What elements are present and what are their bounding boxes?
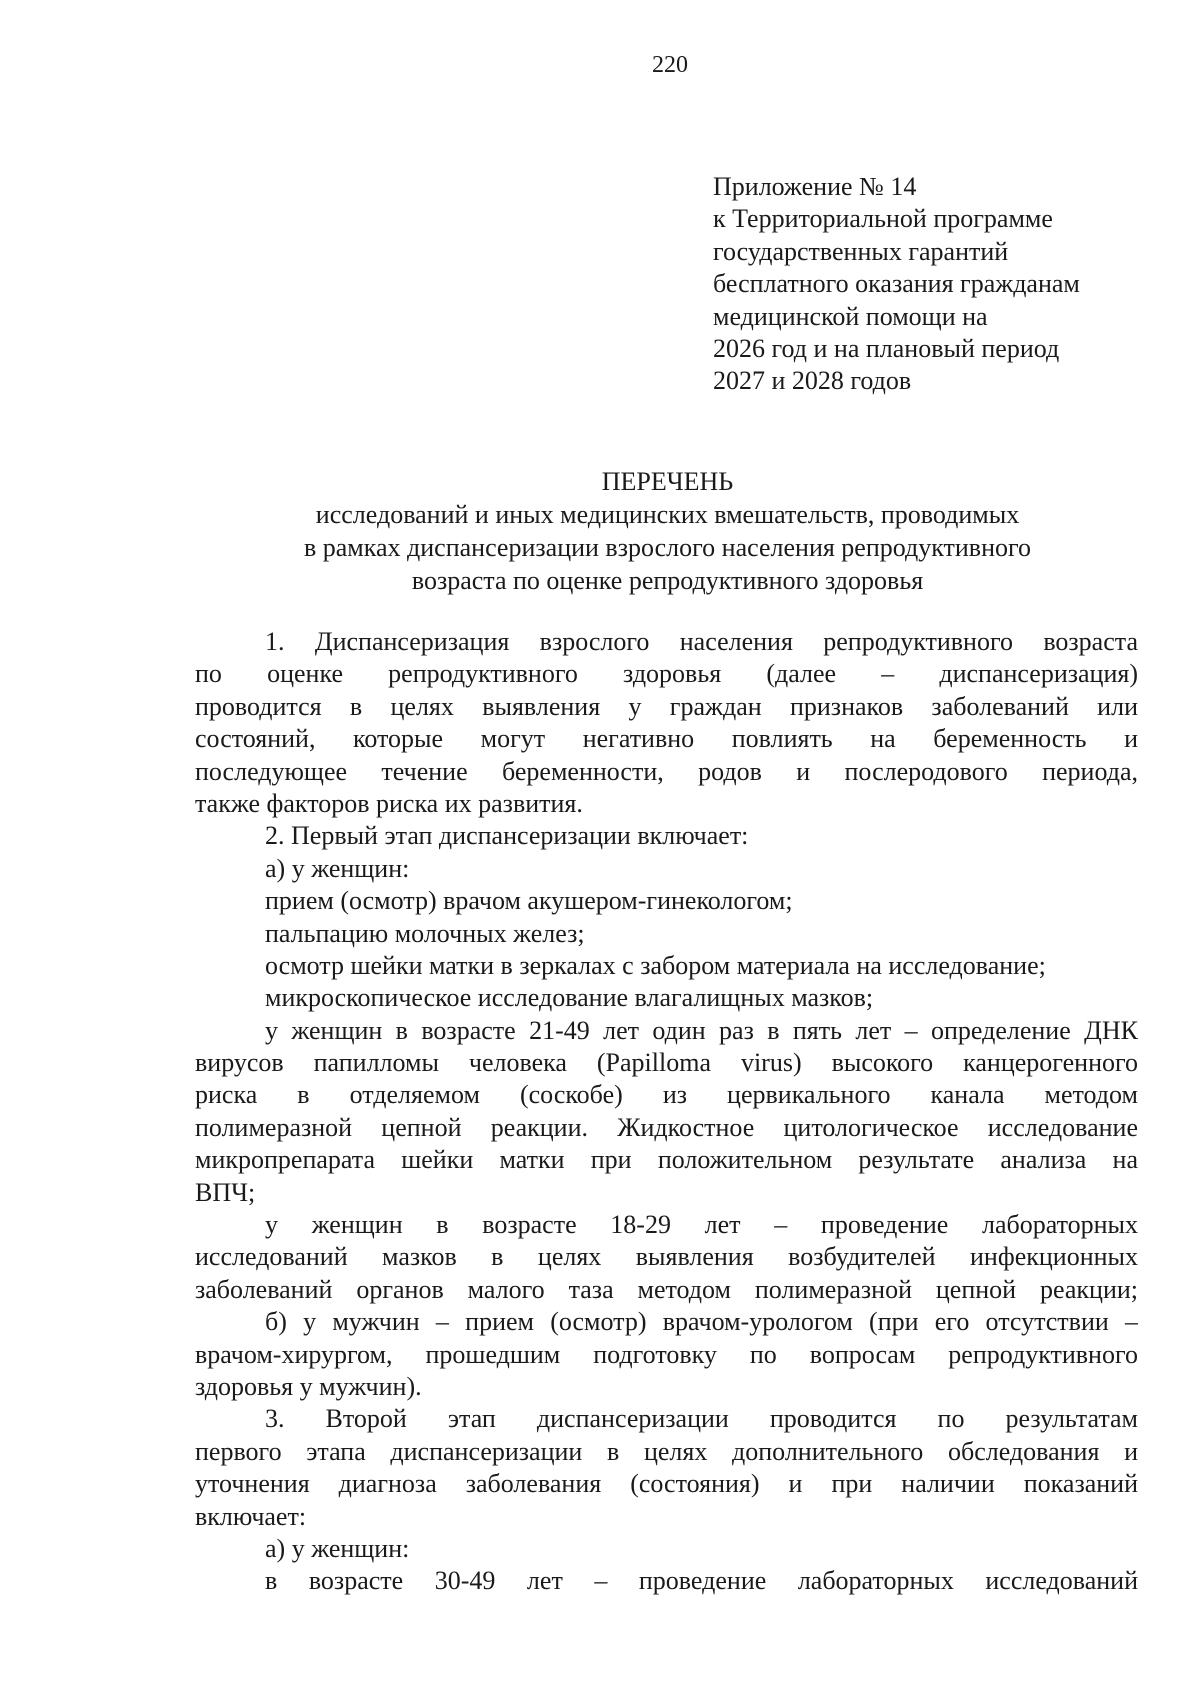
body-line: исследований мазков в целях выявления возбудителей инфекционных: [195, 1242, 1138, 1272]
body-line: ВПЧ;: [195, 1177, 256, 1207]
body-line: включает:: [195, 1501, 307, 1531]
body-line: проводится в целях выявления у граждан признаков заболеваний или: [195, 691, 1138, 721]
appendix-line: 2027 и 2028 годов: [713, 366, 912, 396]
body-line: полимеразной цепной реакции. Жидкостное цитологическое исследование: [195, 1112, 1138, 1142]
body-line: в возрасте 30-49 лет – проведение лабораторных исследований: [265, 1566, 1138, 1596]
body-line: 3. Второй этап диспансеризации проводится по результатам: [265, 1404, 1138, 1434]
body-line: уточнения диагноза заболевания (состояния) и при наличии показаний: [195, 1469, 1138, 1499]
body-line: первого этапа диспансеризации в целях дополнительного обследования и: [195, 1436, 1138, 1466]
heading-line: в рамках диспансеризации взрослого населения репродуктивного: [303, 533, 1032, 562]
document-heading: [195, 465, 1140, 597]
body-line: врачом-хирургом, прошедшим подготовку по вопросам репродуктивного: [195, 1339, 1138, 1369]
body-line: заболеваний органов малого таза методом полимеразной цепной реакции;: [195, 1274, 1138, 1304]
body-line: последующее течение беременности, родов и послеродового периода,: [195, 756, 1138, 786]
body-line: также факторов риска их развития.: [195, 788, 583, 818]
appendix-line: Приложение № 14: [713, 172, 917, 201]
body-line: а) у женщин:: [265, 1533, 410, 1563]
heading-line: возраста по оценке репродуктивного здоровья: [411, 566, 924, 595]
body-line: б) у мужчин – прием (осмотр) врачом-урологом (при его отсутствии –: [265, 1307, 1138, 1337]
body-line: прием (осмотр) врачом акушером-гинекологом;: [265, 886, 793, 916]
appendix-line: государственных гарантий: [713, 236, 1009, 266]
page-number: 220: [652, 52, 688, 78]
body-line: осмотр шейки матки в зеркалах с забором материала на исследование;: [265, 950, 1046, 980]
body-line: вирусов папилломы человека (Papilloma virus) высокого канцерогенного: [195, 1048, 1138, 1078]
appendix-line: бесплатного оказания гражданам: [713, 269, 1080, 299]
body-line: пальпацию молочных желез;: [265, 918, 585, 948]
appendix-line: медицинской помощи на: [713, 301, 988, 331]
appendix-line: к Территориальной программе: [713, 204, 1053, 234]
body-line: а) у женщин:: [265, 853, 410, 883]
body-line: 1. Диспансеризация взрослого населения репродуктивного возраста: [265, 627, 1138, 656]
body-line: микропрепарата шейки матки при положительном результате анализа на: [195, 1145, 1138, 1175]
body-line: здоровья у мужчин).: [195, 1371, 422, 1401]
body-line: у женщин в возрасте 21-49 лет один раз в пять лет – определение ДНК: [265, 1015, 1138, 1045]
heading-title: ПЕРЕЧЕНЬ: [601, 467, 734, 496]
appendix-line: 2026 год и на плановый период: [713, 334, 1060, 364]
body-line: состояний, которые могут негативно повлиять на беременность и: [195, 724, 1138, 754]
body-line: микроскопическое исследование влагалищных мазков;: [265, 983, 874, 1013]
body-line: у женщин в возрасте 18-29 лет – проведение лабораторных: [265, 1210, 1138, 1240]
body-line: риска в отделяемом (соскобе) из цервикального канала методом: [195, 1080, 1138, 1110]
body-text: [195, 626, 1138, 1598]
body-line: 2. Первый этап диспансеризации включает:: [265, 821, 749, 851]
heading-line: исследований и иных медицинских вмешательств, проводимых: [315, 500, 1020, 529]
appendix-block: [713, 171, 1173, 398]
body-line: по оценке репродуктивного здоровья (далее – диспансеризация): [195, 659, 1138, 689]
